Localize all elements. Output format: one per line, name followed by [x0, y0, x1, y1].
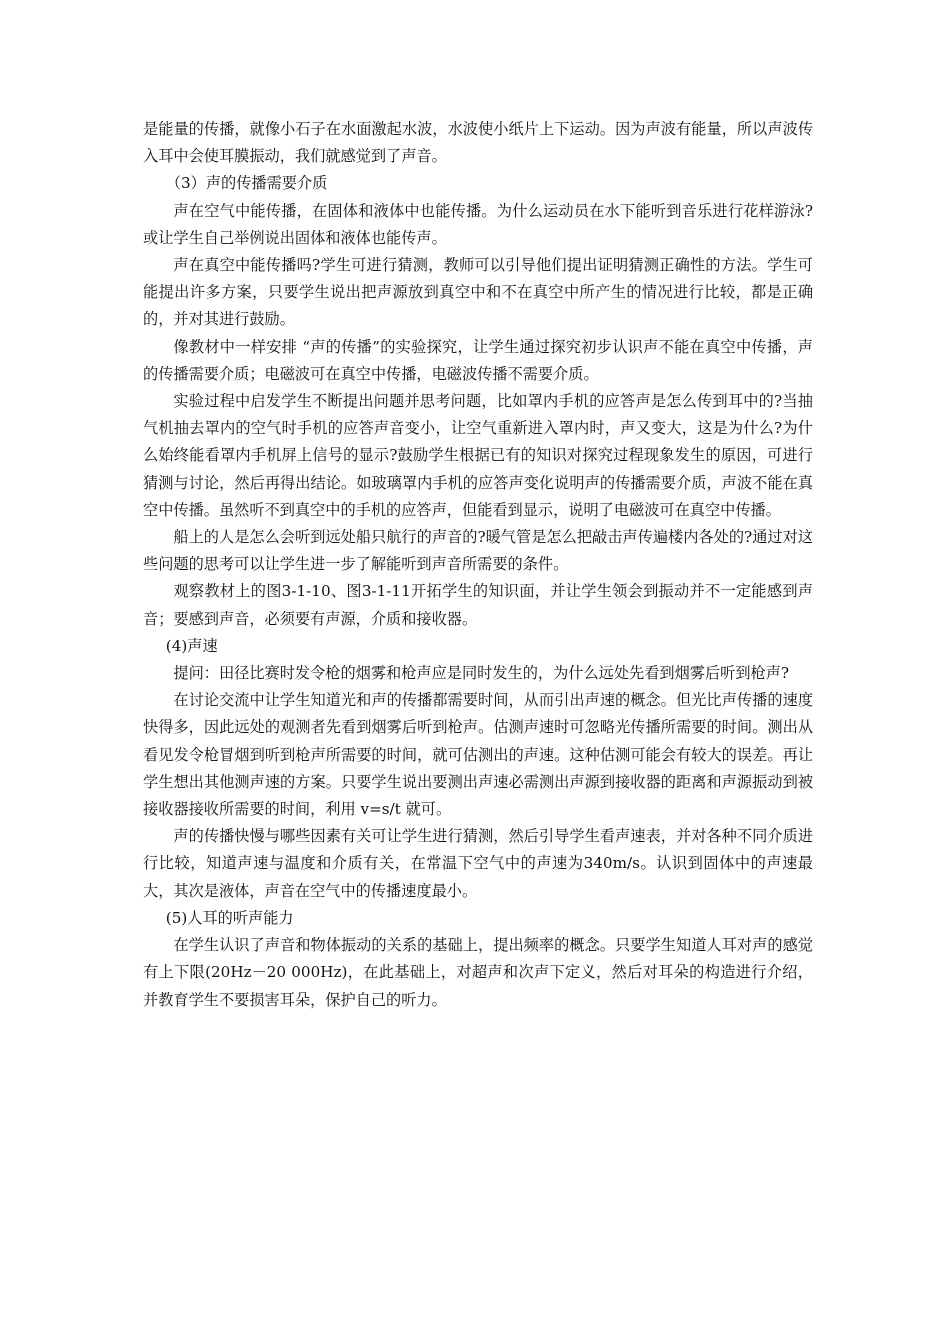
- section-heading-propagation-medium: （3）声的传播需要介质: [165, 174, 328, 193]
- paragraph: 在学生认识了声音和物体振动的关系的基础上，提出频率的概念。只要学生知道人耳对声的感觉有上下限(20Hz－20 000Hz)，在此基础上，对超声和次声下定义，然后对耳朵的构造进行介绍，并教育学生不要损害耳朵，保护自己的听力。: [143, 936, 813, 1009]
- paragraph-continuation: 是能量的传播，就像小石子在水面激起水波，水波使小纸片上下运动。因为声波有能量，所以声波传入耳中会使耳膜振动，我们就感觉到了声音。: [143, 120, 813, 166]
- paragraph: 观察教材上的图3-1-10、图3-1-11开拓学生的知识面，并让学生领会到振动并不一定能感到声音；要感到声音，必须要有声源，介质和接收器。: [143, 582, 813, 628]
- paragraph: 像教材中一样安排 “声的传播”的实验探究，让学生通过探究初步认识声不能在真空中传播，声的传播需要介质；电磁波可在真空中传播，电磁波传播不需要介质。: [143, 337, 813, 383]
- document-body: [143, 116, 813, 1014]
- paragraph: 提问：田径比赛时发令枪的烟雾和枪声应是同时发生的，为什么远处先看到烟雾后听到枪声?: [173, 664, 790, 683]
- paragraph: 声在空气中能传播，在固体和液体中也能传播。为什么运动员在水下能听到音乐进行花样游泳?或让学生自己举例说出固体和液体也能传声。: [143, 201, 813, 247]
- section-heading-sound-speed: (4)声速: [165, 636, 218, 655]
- paragraph: 在讨论交流中让学生知道光和声的传播都需要时间，从而引出声速的概念。但光比声传播的速度快得多，因此远处的观测者先看到烟雾后听到枪声。估测声速时可忽略光传播所需要的时间。测出从看见发令枪冒烟到听到枪声所需要的时间，就可估测出的声速。这种估测可能会有较大的误差。再让学生想出其他测声速的方案。只要学生说出要测出声速必需测出声源到接收器的距离和声源振动到被接收器接收所需要的时间，利用 v=s/t 就可。: [143, 691, 813, 819]
- section-heading-hearing-ability: (5)人耳的听声能力: [165, 908, 294, 927]
- paragraph: 声在真空中能传播吗?学生可进行猜测，教师可以引导他们提出证明猜测正确性的方法。学生可能提出许多方案，只要学生说出把声源放到真空中和不在真空中所产生的情况进行比较，都是正确的，并对其进行鼓励。: [143, 256, 813, 329]
- paragraph: 船上的人是怎么会听到远处船只航行的声音的?暖气管是怎么把敲击声传遍楼内各处的?通过对这些问题的思考可以让学生进一步了解能听到声音所需要的条件。: [143, 528, 813, 574]
- paragraph: 声的传播快慢与哪些因素有关可让学生进行猜测，然后引导学生看声速表，并对各种不同介质进行比较，知道声速与温度和介质有关，在常温下空气中的声速为340m/s。认识到固体中的声速最大，其次是液体，声音在空气中的传播速度最小。: [143, 827, 813, 900]
- paragraph: 实验过程中启发学生不断提出问题并思考问题，比如罩内手机的应答声是怎么传到耳中的?当抽气机抽去罩内的空气时手机的应答声音变小，让空气重新进入罩内时，声又变大，这是为什么?为什么始终能看罩内手机屏上信号的显示?鼓励学生根据已有的知识对探究过程现象发生的原因，可进行猜测与讨论，然后再得出结论。如玻璃罩内手机的应答声变化说明声的传播需要介质，声波不能在真空中传播。虽然听不到真空中的手机的应答声，但能看到显示，说明了电磁波可在真空中传播。: [143, 392, 813, 519]
